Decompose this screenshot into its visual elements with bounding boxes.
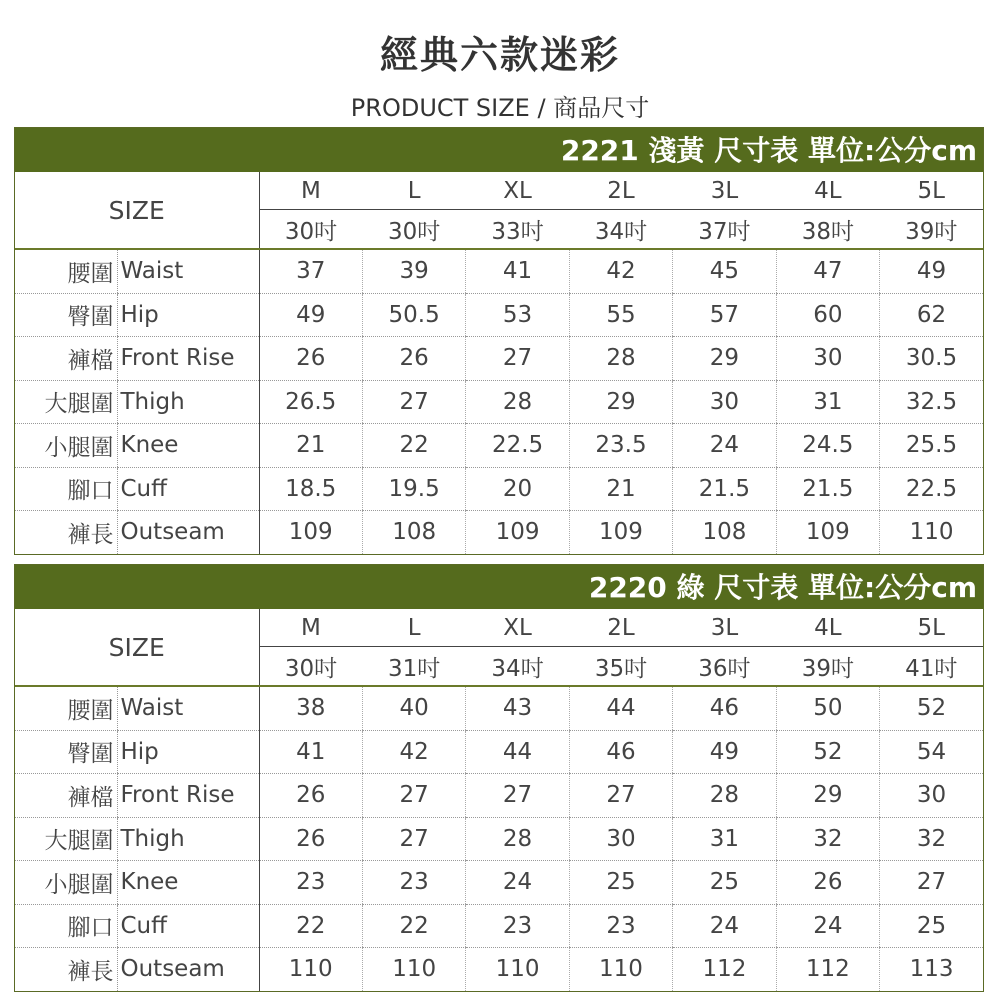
value-cell: 30.5 [880,337,983,381]
table-row [15,337,983,381]
value-cell: 27 [569,774,672,818]
value-cell: 26 [776,861,879,905]
value-cell: 25 [673,861,776,905]
value-cell: 108 [673,511,776,554]
value-cell: 109 [466,511,569,554]
row-label-zh: 小腿圍 [15,861,117,905]
row-label-zh: 腳口 [15,467,117,511]
row-label-en: Outseam [117,511,259,554]
table-row [15,686,983,730]
inch-cell: 30吋 [259,647,362,687]
value-cell: 26 [259,337,362,381]
inch-cell: 33吋 [466,210,569,250]
value-cell: 62 [880,293,983,337]
row-label-en: Waist [117,686,259,730]
table-row [15,511,983,554]
value-cell: 31 [673,817,776,861]
value-cell: 40 [362,686,465,730]
value-cell: 23 [466,904,569,948]
value-cell: 24.5 [776,424,879,468]
size-cell: 5L [880,172,983,210]
row-label-en: Front Rise [117,337,259,381]
value-cell: 29 [569,380,672,424]
inch-cell: 39吋 [880,210,983,250]
value-cell: 30 [776,337,879,381]
row-label-en: Knee [117,861,259,905]
value-cell: 21 [259,424,362,468]
row-label-zh: 褲長 [67,521,114,548]
inch-cell: 31吋 [362,647,465,687]
size-cell: M [259,609,362,647]
value-cell: 21.5 [776,467,879,511]
value-cell: 52 [776,730,879,774]
value-cell: 28 [466,817,569,861]
size-row [15,609,983,647]
value-cell: 22.5 [880,467,983,511]
value-cell: 23 [569,904,672,948]
value-cell: 28 [466,380,569,424]
table-header: 2221 淺黃 尺寸表 單位:公分cm [15,128,983,172]
row-label-en: Outseam [117,948,259,991]
value-cell: 29 [673,337,776,381]
value-cell: 25 [880,904,983,948]
value-cell: 60 [776,293,879,337]
table-row [15,380,983,424]
value-cell: 46 [673,686,776,730]
value-cell: 26 [259,774,362,818]
value-cell: 37 [259,249,362,293]
row-label-zh: 臀圍 [15,730,117,774]
row-label-zh: 腰圍 [15,249,117,293]
value-cell: 108 [362,511,465,554]
value-cell: 32.5 [880,380,983,424]
value-cell: 53 [466,293,569,337]
value-cell: 109 [776,511,879,554]
row-label-zh: 腳口 [15,904,117,948]
inch-cell: 30吋 [259,210,362,250]
value-cell: 29 [776,774,879,818]
value-cell: 23 [362,861,465,905]
size-cell: XL [466,609,569,647]
size-cell: 2L [569,172,672,210]
table-row [15,424,983,468]
inch-cell: 34吋 [569,210,672,250]
size-cell: 3L [673,609,776,647]
value-cell: 110 [362,948,465,991]
value-cell: 112 [776,948,879,991]
table-row [15,467,983,511]
inch-cell: 41吋 [880,647,983,687]
value-cell: 25 [569,861,672,905]
size-cell: 4L [776,172,879,210]
value-cell: 32 [776,817,879,861]
table-row [15,730,983,774]
row-label-zh: 小腿圍 [15,424,117,468]
inch-cell: 37吋 [673,210,776,250]
value-cell: 110 [259,948,362,991]
size-cell: XL [466,172,569,210]
value-cell: 110 [569,948,672,991]
value-cell: 28 [569,337,672,381]
row-label-zh: 腰圍 [15,686,117,730]
table-row [15,817,983,861]
table-row [15,948,983,991]
value-cell: 110 [880,511,983,554]
value-cell: 28 [673,774,776,818]
value-cell: 23.5 [569,424,672,468]
row-label-zh: 大腿圍 [15,380,117,424]
value-cell: 50.5 [362,293,465,337]
value-cell: 38 [259,686,362,730]
value-cell: 109 [569,511,672,554]
value-cell: 27 [362,380,465,424]
value-cell: 30 [880,774,983,818]
size-cell: 3L [673,172,776,210]
inch-cell: 35吋 [569,647,672,687]
value-cell: 49 [259,293,362,337]
inch-cell: 39吋 [776,647,879,687]
value-cell: 22.5 [466,424,569,468]
table-row [15,904,983,948]
table-header: 2220 綠 尺寸表 單位:公分cm [15,565,983,609]
row-label-en: Thigh [117,380,259,424]
row-label-zh: 褲檔 [15,337,117,381]
value-cell: 23 [259,861,362,905]
value-cell: 27 [362,774,465,818]
value-cell: 55 [569,293,672,337]
value-cell: 112 [673,948,776,991]
value-cell: 109 [259,511,362,554]
value-cell: 50 [776,686,879,730]
value-cell: 26 [362,337,465,381]
inch-cell: 38吋 [776,210,879,250]
row-label-zh: 褲長 [67,958,114,985]
value-cell: 41 [259,730,362,774]
value-cell: 47 [776,249,879,293]
row-label-zh: 大腿圍 [15,817,117,861]
size-label: SIZE [15,172,259,249]
table-row [15,293,983,337]
value-cell: 54 [880,730,983,774]
value-cell: 20 [466,467,569,511]
row-label-en: Cuff [117,467,259,511]
value-cell: 52 [880,686,983,730]
page-subtitle: PRODUCT SIZE / 商品尺寸 [350,94,650,122]
inch-cell: 34吋 [466,647,569,687]
value-cell: 49 [880,249,983,293]
value-cell: 49 [673,730,776,774]
value-cell: 31 [776,380,879,424]
value-cell: 27 [880,861,983,905]
page-title: 經典六款迷彩 [379,33,620,77]
inch-cell: 30吋 [362,210,465,250]
value-cell: 25.5 [880,424,983,468]
row-label-en: Knee [117,424,259,468]
value-cell: 22 [259,904,362,948]
size-grid [15,609,983,991]
size-cell: L [362,172,465,210]
table-row [15,861,983,905]
value-cell: 39 [362,249,465,293]
value-cell: 44 [466,730,569,774]
value-cell: 24 [673,424,776,468]
row-label-en: Cuff [117,904,259,948]
size-cell: 4L [776,609,879,647]
value-cell: 27 [362,817,465,861]
size-row [15,172,983,210]
value-cell: 32 [880,817,983,861]
row-label-en: Front Rise [117,774,259,818]
size-table-2221 [14,127,984,555]
size-table-2220 [14,564,984,992]
row-label-en: Waist [117,249,259,293]
value-cell: 21 [569,467,672,511]
size-cell: 2L [569,609,672,647]
row-label-en: Hip [117,730,259,774]
size-grid [15,172,983,554]
value-cell: 24 [776,904,879,948]
value-cell: 18.5 [259,467,362,511]
value-cell: 30 [673,380,776,424]
value-cell: 19.5 [362,467,465,511]
value-cell: 27 [466,774,569,818]
value-cell: 26.5 [259,380,362,424]
value-cell: 27 [466,337,569,381]
table-row [15,249,983,293]
table-row [15,774,983,818]
value-cell: 57 [673,293,776,337]
size-cell: M [259,172,362,210]
size-cell: L [362,609,465,647]
row-label-zh: 褲檔 [15,774,117,818]
size-cell: 5L [880,609,983,647]
row-label-en: Thigh [117,817,259,861]
value-cell: 110 [466,948,569,991]
size-label: SIZE [15,609,259,686]
value-cell: 42 [362,730,465,774]
value-cell: 24 [673,904,776,948]
value-cell: 22 [362,424,465,468]
value-cell: 21.5 [673,467,776,511]
row-label-en: Hip [117,293,259,337]
value-cell: 45 [673,249,776,293]
value-cell: 113 [880,948,983,991]
value-cell: 41 [466,249,569,293]
value-cell: 44 [569,686,672,730]
value-cell: 42 [569,249,672,293]
value-cell: 26 [259,817,362,861]
value-cell: 30 [569,817,672,861]
value-cell: 43 [466,686,569,730]
row-label-zh: 臀圍 [15,293,117,337]
value-cell: 22 [362,904,465,948]
value-cell: 46 [569,730,672,774]
value-cell: 24 [466,861,569,905]
inch-cell: 36吋 [673,647,776,687]
